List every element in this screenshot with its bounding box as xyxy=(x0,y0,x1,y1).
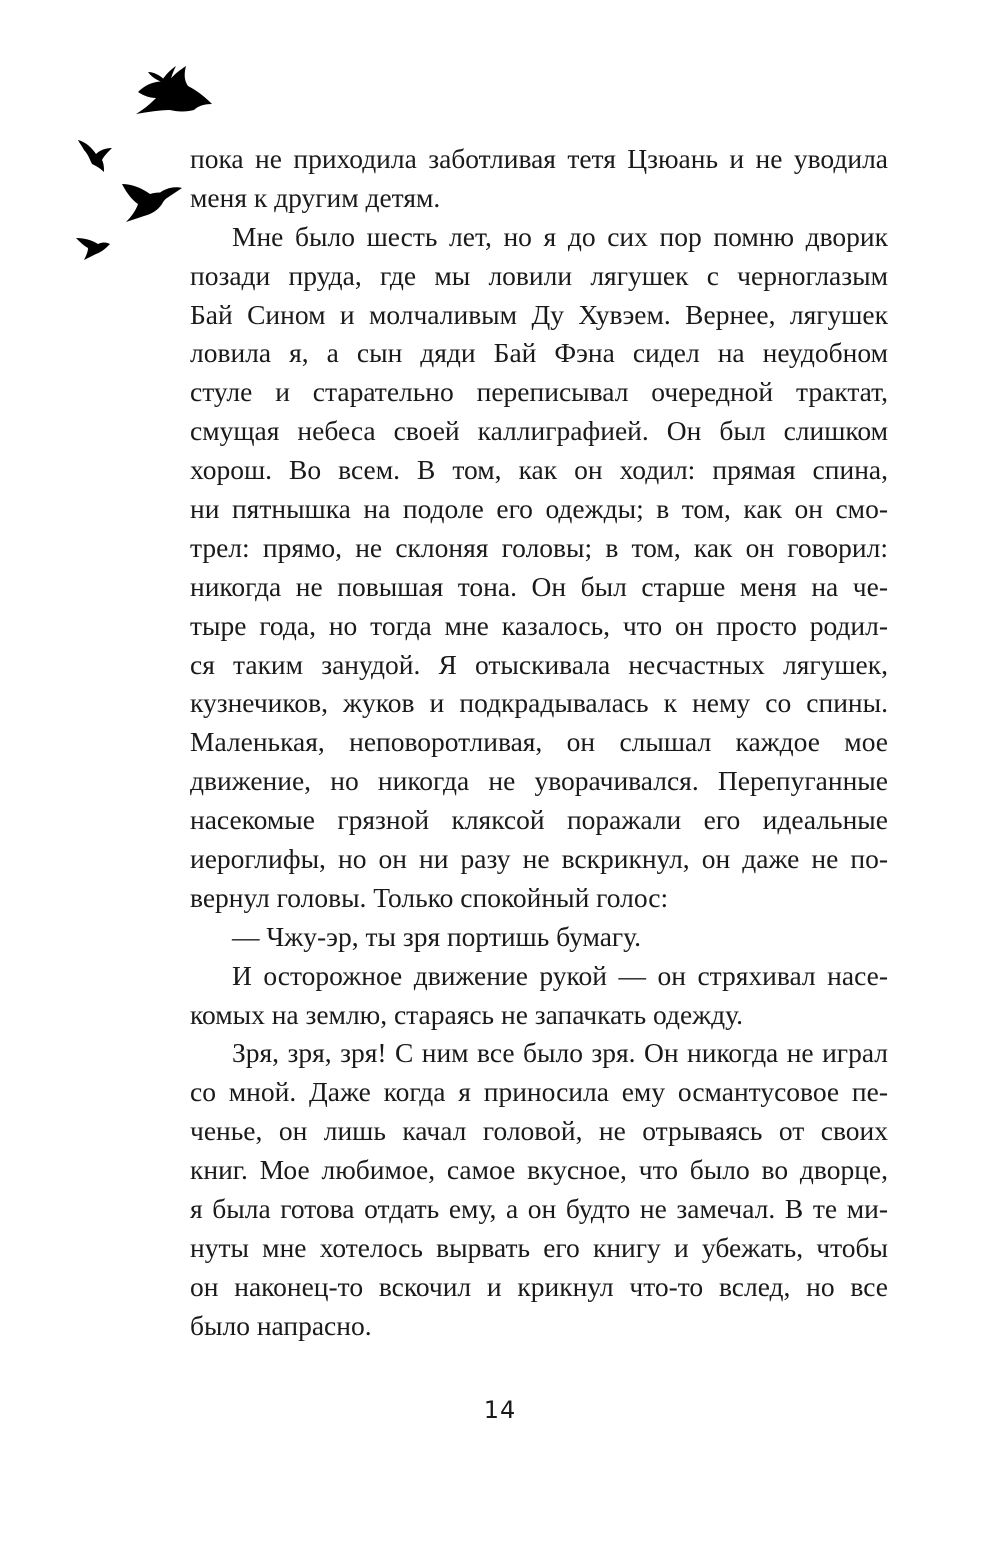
text-line: ченье, он лишь качал головой, не отрываясь от своих xyxy=(190,1115,888,1147)
text-line: И осторожное движение рукой — он стряхивал насе- xyxy=(232,959,888,991)
text-line: иероглифы, но он ни разу не вскрикнул, он даже не по- xyxy=(190,843,888,875)
text-line: трел: прямо, не склоняя головы; в том, как он говорил: xyxy=(190,531,888,563)
body-text xyxy=(190,140,888,1346)
text-line: хорош. Во всем. В том, как он ходил: прямая спина, xyxy=(190,454,888,486)
text-line: ся таким занудой. Я отыскивала несчастных лягушек, xyxy=(190,648,888,680)
text-line: смущая небеса своей каллиграфией. Он был слишком xyxy=(190,415,888,447)
text-line: тыре года, но тогда мне казалось, что он просто родил- xyxy=(190,609,888,641)
text-line: ловила я, а сын дяди Бай Фэна сидел на неудобном xyxy=(190,337,888,369)
crow-tiny-icon xyxy=(76,238,110,260)
crow-large-icon xyxy=(136,66,212,114)
text-line: Маленькая, неповоротливая, он слышал каждое мое xyxy=(190,726,888,758)
crow-medium-icon xyxy=(122,184,182,222)
text-line: со мной. Даже когда я приносила ему османтусовое пе- xyxy=(190,1076,888,1108)
text-line: комых на землю, стараясь не запачкать одежду. xyxy=(190,998,744,1030)
text-line: движение, но никогда не уворачивался. Перепуганные xyxy=(190,765,888,797)
text-line: было напрасно. xyxy=(190,1309,372,1341)
text-line: Мне было шесть лет, но я до сих пор помню дворик xyxy=(232,220,888,252)
text-line: Зря, зря, зря! С ним все было зря. Он никогда не играл xyxy=(232,1037,888,1069)
text-line: позади пруда, где мы ловили лягушек с черноглазым xyxy=(190,259,888,291)
text-line: ни пятнышка на подоле его одежды; в том, как он смо- xyxy=(190,493,888,525)
text-line: никогда не повышая тона. Он был старше меня на че- xyxy=(190,570,888,602)
text-line: насекомые грязной кляксой поражали его идеальные xyxy=(190,804,888,836)
text-line: пока не приходила заботливая тетя Цзюань и не уводила xyxy=(190,143,888,174)
text-line: вернул головы. Только спокойный голос: xyxy=(190,881,669,913)
text-line: Бай Сином и молчаливым Ду Хувэем. Вернее, лягушек xyxy=(190,298,888,330)
text-line: я была готова отдать ему, а он будто не замечал. В те ми- xyxy=(190,1193,888,1225)
text-line: он наконец-то вскочил и крикнул что-то вслед, но все xyxy=(190,1270,888,1302)
text-line: меня к другим детям. xyxy=(190,181,441,213)
crow-small-icon xyxy=(78,140,112,172)
text-line: стуле и старательно переписывал очередной трактат, xyxy=(190,376,888,408)
text-line: нуты мне хотелось вырвать его книгу и убежать, чтобы xyxy=(190,1231,888,1263)
text-line: кузнечиков, жуков и подкрадывалась к нему со спины. xyxy=(190,687,888,719)
text-line: — Чжу-эр, ты зря портишь бумагу. xyxy=(232,920,642,952)
page-number: 14 xyxy=(483,1396,517,1424)
text-line: книг. Мое любимое, самое вкусное, что было во дворце, xyxy=(190,1154,888,1186)
